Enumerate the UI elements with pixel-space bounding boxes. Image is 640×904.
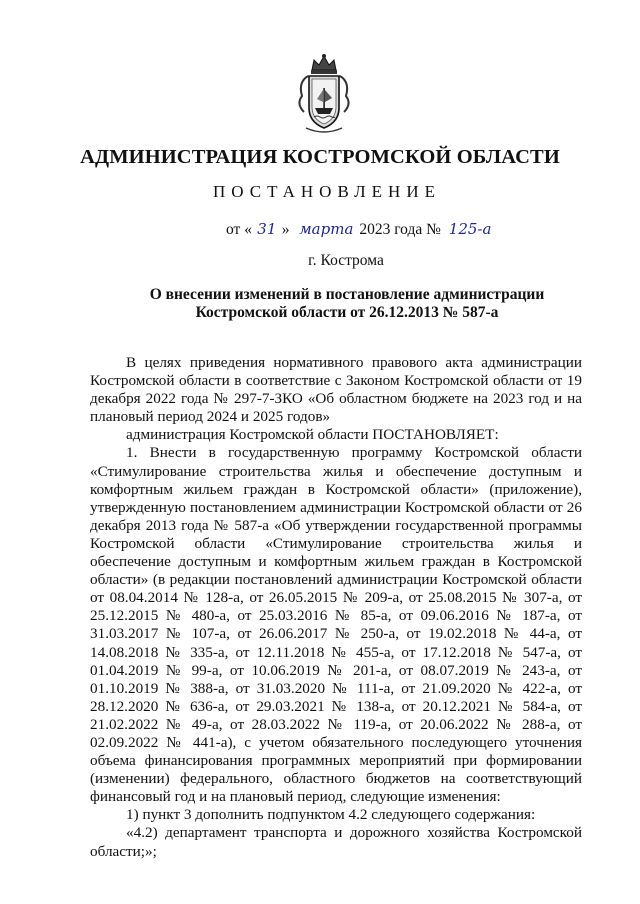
document-type: ПОСТАНОВЛЕНИЕ — [212, 182, 441, 201]
handwritten-day: 31 — [257, 220, 277, 238]
document-title — [92, 286, 602, 322]
handwritten-number: 125-а — [448, 220, 492, 238]
date-mid: » — [281, 221, 290, 238]
handwritten-month: марта — [299, 220, 354, 238]
paragraph-preamble: В целях приведения нормативного правового акта администрации Костромской области в соответствие с Законом Костромской области от 19 декабря 2022 года № 297-7-ЗКО «Об областном бюджете на 2023 год и на плановый период 2024 и 2025 годов» — [90, 354, 582, 426]
organization-name: АДМИНИСТРАЦИЯ КОСТРОМСКОЙ ОБЛАСТИ — [80, 146, 560, 168]
city-name: г. Кострома — [308, 252, 384, 269]
date-prefix: от « — [226, 221, 252, 238]
paragraph-resolves: администрация Костромской области ПОСТАНОВЛЯЕТ: — [126, 426, 499, 444]
document-date-line — [226, 220, 523, 239]
paragraph-item-1: 1. Внести в государственную программу Костромской области «Стимулирование строительства жилья и обеспечение доступным и комфортным жильем граждан в Костромской области» (приложение), утвержденную постановлением администрации Костромской области от 26 декабря 2013 года № 587-а «Об утверждении государственной программы Костромской области «Стимулирование строительства жилья и обеспечение доступным и комфортным жильем граждан в Костромской области» (в редакции постановлений администрации Костромской области от 08.04.2014 № 128-а, от 26.05.2015 № 209-а, от 25.08.2015 № 307-а, от 25.12.2015 № 480-а, от 25.03.2016 № 85-а, от 09.06.2016 № 187-а, от 31.03.2017 № 107-а, от 26.06.2017 № 250-а, от 19.02.2018 № 44-а, от 14.08.2018 № 335-а, от 12.11.2018 № 455-а, от 17.12.2018 № 547-а, от 01.04.2019 № 99-а, от 10.06.2019 № 201-а, от 08.07.2019 № 243-а, от 01.10.2019 № 388-а, от 31.03.2020 № 111-а, от 21.09.2020 № 422-а, от 28.12.2020 № 636-а, от 29.03.2021 № 138-а, от 20.12.2021 № 584-а, от 21.02.2022 № 49-а, от 28.03.2022 № 119-а, от 20.06.2022 № 288-а, от 02.09.2022 № 441-а), с учетом обязательного последующего уточнения объема финансирования программных мероприятий при формировании (изменении) федерального, областного бюджетов на соответствующий финансовый год и на плановый период, следующие изменения: — [90, 444, 582, 806]
paragraph-subitem-1: 1) пункт 3 дополнить подпунктом 4.2 следующего содержания: — [126, 806, 536, 824]
date-year-text: 2023 года № — [359, 221, 441, 238]
coat-of-arms-icon — [292, 52, 356, 136]
paragraph-quote-4-2: «4.2) департамент транспорта и дорожного хозяйства Костромской области;»; — [90, 824, 582, 860]
title-line-2: Костромской области от 26.12.2013 № 587-а — [195, 304, 499, 321]
title-line-1: О внесении изменений в постановление администрации — [149, 286, 545, 303]
document-body — [90, 354, 582, 861]
